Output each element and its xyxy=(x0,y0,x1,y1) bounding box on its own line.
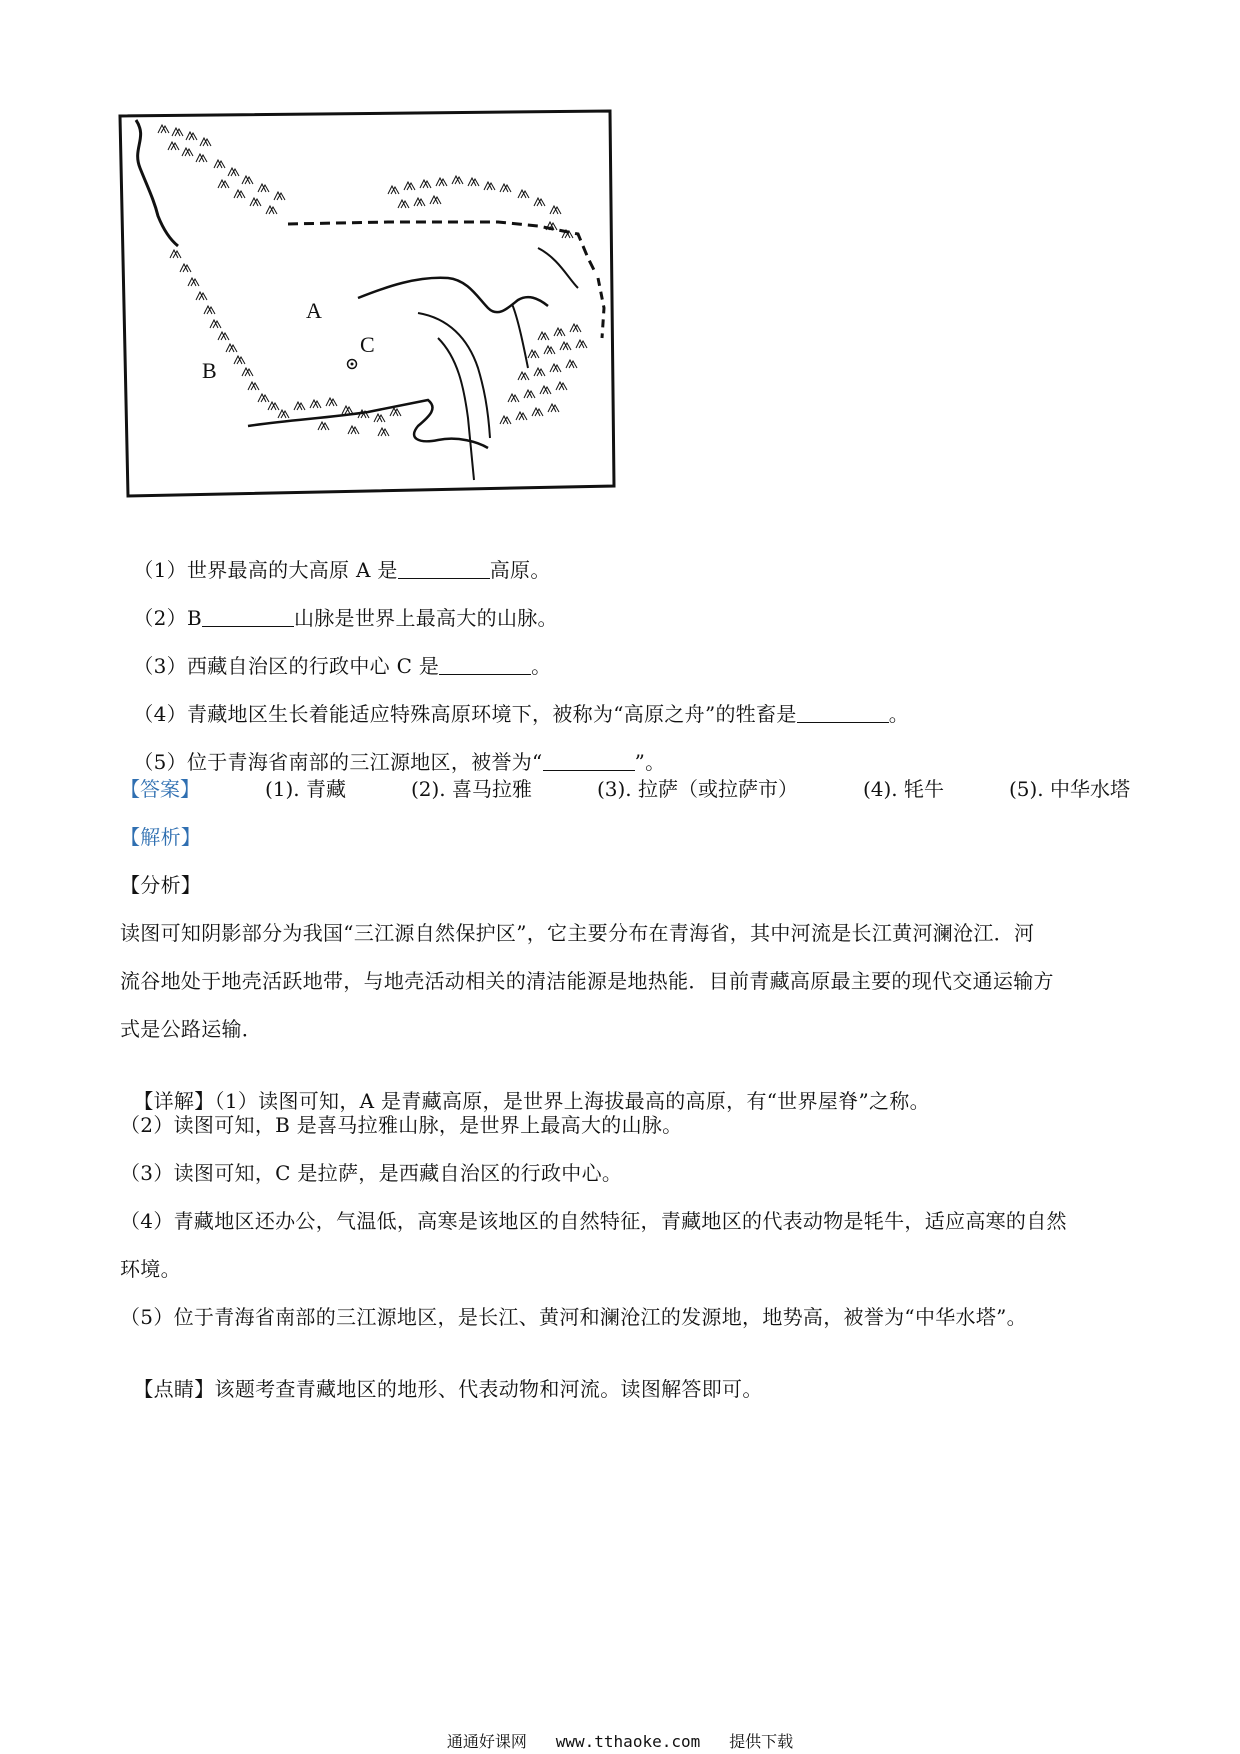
answer-item-2: (2). 喜马拉雅 xyxy=(410,777,532,801)
answer-tag: 【答案】 xyxy=(120,777,200,801)
analysis-tag: 【解析】 xyxy=(120,825,202,849)
comment-text: 该题考查青藏地区的地形、代表动物和河流。读图解答即可。 xyxy=(214,1377,763,1401)
question-4 xyxy=(120,674,909,727)
detail-text-1: （1）读图可知，A 是青藏高原，是世界上海拔最高的高原，有“世界屋脊”之称。 xyxy=(214,1089,930,1113)
question-1-suffix: 高原。 xyxy=(489,558,551,582)
question-4-text: （4）青藏地区生长着能适应特殊高原环境下，被称为“高原之舟”的牲畜是 xyxy=(133,702,797,726)
analysis-line-3: 式是公路运输． xyxy=(120,1017,263,1041)
answer-blank-5 xyxy=(543,750,635,771)
question-4-suffix: 。 xyxy=(888,702,910,726)
analysis-subtag: 【分析】 xyxy=(120,873,202,897)
analysis-line-2: 流谷地处于地壳活跃地带，与地壳活动相关的清洁能源是地热能．目前青藏高原最主要的现代交通运输方 xyxy=(120,969,1054,993)
comment-line xyxy=(120,1349,763,1402)
question-2 xyxy=(120,578,558,631)
answer-item-4: (4). 牦牛 xyxy=(862,777,944,801)
detail-line-5: 环境。 xyxy=(120,1257,181,1281)
detail-line-4: （4）青藏地区还办公，气温低，高寒是该地区的自然特征，青藏地区的代表动物是牦牛，适应高寒的自然 xyxy=(120,1209,1067,1233)
question-3-text: （3）西藏自治区的行政中心 C 是 xyxy=(133,654,440,678)
mountain-symbols xyxy=(158,125,587,436)
detail-line-6: （5）位于青海省南部的三江源地区，是长江、黄河和澜沧江的发源地，地势高，被誉为“中华水塔”。 xyxy=(120,1305,1027,1329)
answer-blank-1 xyxy=(398,558,490,579)
answer-row xyxy=(120,773,1130,802)
detail-line-2: （2）读图可知，B 是喜马拉雅山脉，是世界上最高大的山脉。 xyxy=(120,1113,683,1137)
question-1 xyxy=(120,530,551,583)
detail-line-3: （3）读图可知，C 是拉萨，是西藏自治区的行政中心。 xyxy=(120,1161,623,1185)
question-2-text: （2）B xyxy=(133,606,202,630)
map-label-b: B xyxy=(202,358,217,383)
footer-url[interactable]: www.tthaoke.com xyxy=(555,1732,701,1751)
question-2-suffix: 山脉是世界上最高大的山脉。 xyxy=(293,606,558,630)
footer-site-name: 通通好课网 xyxy=(446,1732,527,1751)
map-label-a: A xyxy=(306,298,322,323)
answer-blank-2 xyxy=(202,606,294,627)
page-footer xyxy=(0,1729,1240,1752)
answer-blank-4 xyxy=(797,702,889,723)
footer-download-text: 提供下载 xyxy=(729,1732,794,1751)
question-1-text: （1）世界最高的大高原 A 是 xyxy=(133,558,398,582)
detail-tag: 【详解】 xyxy=(133,1089,215,1113)
comment-tag: 【点睛】 xyxy=(133,1377,215,1401)
question-5 xyxy=(120,722,665,775)
analysis-line-1: 读图可知阴影部分为我国“三江源自然保护区”，它主要分布在青海省，其中河流是长江黄河澜沧江．河 xyxy=(120,921,1035,945)
qinghai-tibet-map xyxy=(118,108,628,508)
detail-line-1 xyxy=(120,1061,930,1114)
question-3 xyxy=(120,626,551,679)
answer-blank-3 xyxy=(439,654,531,675)
map-label-c: C xyxy=(360,332,375,357)
answer-item-3: (3). 拉萨（或拉萨市） xyxy=(596,777,798,801)
question-5-suffix: ”。 xyxy=(634,750,666,774)
answer-item-5: (5). 中华水塔 xyxy=(1008,777,1130,801)
answer-item-1: (1). 青藏 xyxy=(264,777,346,801)
question-5-text: （5）位于青海省南部的三江源地区，被誉为“ xyxy=(133,750,543,774)
question-3-suffix: 。 xyxy=(531,654,552,678)
